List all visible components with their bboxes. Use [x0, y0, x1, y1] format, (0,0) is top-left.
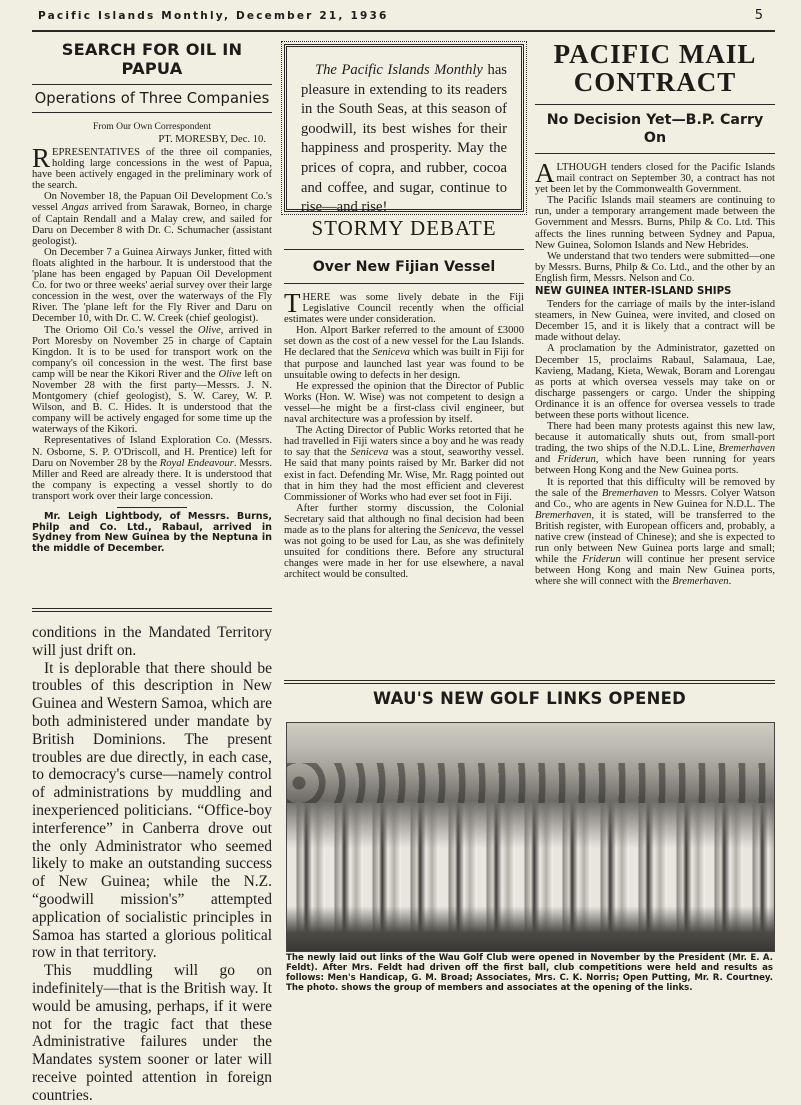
- vessel-name: Bremerhaven: [601, 487, 659, 499]
- rule: [535, 153, 775, 154]
- continued-editorial: [32, 624, 272, 1105]
- vessel-name: Friderun: [557, 454, 596, 466]
- vessel-name: Bremerhaven: [535, 509, 592, 521]
- paragraph: left on November 28 with the first party—Messrs. J. N. Montgomery (chief geologist), S. W. Carey, W. P. Wilson, and B. C. Hides. It is understood that the company will be actively engaged for some time up the waterways of the Kikori.: [32, 368, 272, 436]
- paragraph: conditions in the Mandated Territory will just drift on.: [32, 624, 272, 659]
- headline-line: PACIFIC MAIL: [553, 39, 757, 69]
- rule: [284, 283, 524, 284]
- section-rule: [32, 611, 272, 612]
- section-heading: NEW GUINEA INTER-ISLAND SHIPS: [535, 286, 732, 298]
- mail-body: [535, 158, 775, 588]
- paragraph: and: [535, 454, 558, 466]
- paragraph: , the vessel was not going to be used for Lau, as she was definitely unsuited for conditions there. Before any structural changes were made in her for use elsewhere, a naval architect would be consulted.: [284, 524, 524, 581]
- paragraph: , arrived in Port Moresby on November 25 in charge of Captain Kingdon. It is to be used for transport work on the company's oil concession in the west. The first base camp will be near the Kikori River and the: [32, 324, 272, 380]
- paragraph: . Messrs. Miller and Reed are already there. It is understood that the company is expecting a vessel shortly to do transport work over their large concession.: [32, 457, 272, 502]
- rule: [535, 104, 775, 105]
- section-rule: [284, 683, 775, 684]
- greeting-box: [284, 44, 524, 216]
- oil-headline: SEARCH FOR OIL IN PAPUA: [61, 40, 243, 78]
- vessel-name: Olive: [197, 324, 221, 336]
- headline-line: CONTRACT: [573, 67, 737, 97]
- paragraph: to Messrs. Colyer Watson and Co., who are agents in New Guinea for N.D.L. The: [535, 487, 775, 510]
- paragraph: On December 7 a Guinea Airways Junker, fitted with floats alighted in the harbour. It is understood that the 'plane has been engaged by Papuan Oil Development Co. for two or three weeks' aerial survey over their large concession in the west, over the waterways of the Fly River. The 'plane left for the Fly River and Daru on December 10, with Dr. C. W. Creek (chief geologist).: [32, 246, 272, 325]
- paragraph: This muddling will go on indefinitely—that is the British way. It would be amusing, perhaps, if it were not for the tragic fact that these Administrative failures under the Mandates system sooner or later will receive pointed attention in foreign countries.: [32, 962, 272, 1104]
- vessel-name: Friderun: [582, 554, 621, 566]
- paragraph: It is reported that this difficulty will be removed by the sale of the: [535, 476, 775, 499]
- page-number: 5: [754, 8, 763, 23]
- paragraph: .: [728, 576, 732, 588]
- mail-headline: [535, 40, 775, 96]
- paragraph: He expressed the opinion that the Director of Public Works (Hon. W. Wise) was not competent to design a vessel—he might be a first-class civil engineer, but naval architecture was a profession by itself.: [284, 380, 524, 426]
- rule: [32, 112, 272, 113]
- dropcap: T: [284, 288, 301, 318]
- paragraph: arrived from Sarawak, Borneo, in charge of Captain Rendall and a Malay crew, and sailed for Daru on December 8 with Dr. C. Schumacher (assistant geologist).: [32, 202, 272, 247]
- paragraph: EPRESENTATIVES of the three oil companies, holding large concessions in the west of Papua, have been actively engaged in the preliminary work of the search.: [32, 147, 272, 192]
- dropcap: A: [535, 158, 555, 188]
- photo-crowd: [287, 763, 774, 803]
- rule: [32, 84, 272, 85]
- paragraph: HERE was some lively debate in the Fiji Legislative Council recently when the official estimates were under consideration.: [284, 292, 524, 326]
- golf-headline: WAU'S NEW GOLF LINKS OPENED: [372, 689, 687, 708]
- vessel-name: Bremerhaven: [672, 576, 729, 588]
- oil-article: [32, 40, 272, 555]
- mail-article: [535, 40, 775, 587]
- paragraph: , which have been running for years between Hong Kong and the New Guinea ports.: [535, 454, 775, 477]
- paragraph: which was built in Fiji for that purpose and launched last year was found to be unsuitable owing to defects in her design.: [284, 347, 524, 381]
- greeting-message: has pleasure in extending to its readers in the South Seas, at this season of goodwill, its best wishes for their happiness and prosperity. May the prices of copra, and rubber, cocoa and coffee, and sugar, continue to rise—and rise!: [301, 62, 507, 216]
- paragraph: was a stout, seaworthy vessel. He said that many points raised by Mr. Barker did not exist in fact. Defending Mr. Wise, Mr. Ragg pointed out that in him they had the most efficient and cleverest Commissioner of Works who had ever set foot in Fiji.: [284, 447, 524, 503]
- paragraph: We understand that two tenders were submitted—one by Messrs. Burns, Philp & Co. Ltd., and the other by an English firm, Messrs. Nelson and Co.: [535, 250, 775, 284]
- paragraph: Hon. Alport Barker referred to the amount of £3000 set down as the cost of a new vessel for the Lau Islands. He declared that the: [284, 325, 524, 359]
- paragraph: The Acting Director of Public Works retorted that he had travelled in Fiji waters since a boy and he was ready to say that the: [284, 425, 524, 459]
- dateline: PT. MORESBY, Dec. 10.: [158, 134, 266, 145]
- oil-body: [32, 143, 272, 502]
- short-rule: [117, 507, 187, 508]
- paragraph: will continue her present service between Hong Kong and main New Guinea ports, where she will connect with the: [535, 554, 775, 588]
- byline: From Our Own Correspondent: [92, 121, 212, 132]
- running-header: Pacific Islands Monthly, December 21, 1936: [38, 10, 389, 22]
- vessel-name: Seniceva: [439, 524, 477, 536]
- paragraph: , it is stated, will be transferred to the British register, with European officers and, probably, a native crew (instead of Chinese); and she is expected to run only between New Guinea ports large and small; while the: [535, 509, 775, 566]
- dropcap: R: [32, 143, 51, 173]
- paragraph: The Oriomo Oil Co.'s vessel the: [44, 324, 198, 336]
- photo-ground: [287, 906, 774, 951]
- greeting-text: [301, 61, 507, 218]
- paragraph: It is deplorable that there should be troubles of this description in New Guinea and Western Samoa, which are both administered under mandate by British Dominions. The present troubles are due directly, in each case, to democracy's curse—namely control of administrations by muddling and inexperienced politicians. “Office-boy interference” in Canberra drove out the only Administrator who seemed likely to make an outstanding success of New Guinea; while the N.Z. “goodwill mission's” attempted application of socialistic principles in Samoa has started a glorious political row in that territory.: [32, 659, 272, 962]
- lightbody-note: [32, 512, 272, 555]
- mail-subhead: No Decision Yet—B.P. Carry On: [546, 112, 764, 146]
- fiji-body: [284, 288, 524, 581]
- vessel-name: Royal Endeavour: [159, 457, 234, 469]
- vessel-name: Angas: [61, 202, 89, 214]
- note-text: Mr. Leigh Lightbody, of Messrs. Burns, Philp and Co. Ltd., Rabaul, arrived in Sydney from New Guinea by the Neptuna in the middle of December.: [32, 511, 272, 555]
- oil-subhead: Operations of Three Companies: [34, 90, 270, 107]
- fiji-headline: STORMY DEBATE: [311, 216, 497, 240]
- golf-group-photo: [286, 722, 775, 952]
- fiji-article: [284, 216, 524, 580]
- section-rule: [284, 680, 775, 681]
- paragraph: There had been many protests against this new law, because it automatically shuts out, from small-port trading, the two ships of the N.D.L. Line,: [535, 421, 775, 455]
- vessel-name: Olive: [218, 368, 242, 380]
- publication-name: The Pacific Islands Monthly: [315, 62, 483, 78]
- paragraph: A proclamation by the Administrator, gazetted on December 15, proclaims Rabaul, Salamaua, Lae, Kavieng, Madang, Kieta, Wewak, Boram and Lorengau as ports at which oversea vessels may take on or discharge passengers or cargo. Under the shipping Ordinance it is an offence for oversea vessels to trade between these ports without licence.: [535, 343, 775, 421]
- fiji-subhead: Over New Fijian Vessel: [312, 259, 496, 275]
- paragraph: Tenders for the carriage of mails by the inter-island steamers, in New Guinea, were invited, and closed on December 15, and it is likely that a contract will be made without delay.: [535, 299, 775, 344]
- paragraph: The Pacific Islands mail steamers are continuing to run, under a temporary arrangement made between the Government and Messrs. Burns, Philp & Co. Ltd. This affects the lines running between Sydney and Papua, New Guinea, Solomon Islands and New Hebrides.: [535, 195, 775, 251]
- paragraph: LTHOUGH tenders closed for the Pacific Islands mail contract on September 30, a contract has not yet been let by the Commonwealth Government.: [535, 162, 775, 196]
- vessel-name: Seniceva: [372, 347, 410, 359]
- rule: [284, 249, 524, 250]
- section-rule: [32, 608, 272, 609]
- paragraph: After further stormy discussion, the Colonial Secretary said that although no final decision had been made as to the plans for altering the: [284, 502, 524, 536]
- vessel-name: Seniceva: [350, 447, 389, 459]
- golf-caption: The newly laid out links of the Wau Golf Club were opened in November by the President (Mr. E. A. Feldt). After Mrs. Feldt had driven off the first ball, club competitions were held and results as follows: Men's Handicap, G. M. Broad; Associates, Mrs. C. K. Norris; Open Putting, Mr. R. Courtney. The photo. shows the group of members and associates at the opening of the links.: [286, 953, 773, 993]
- vessel-name: Bremerhaven: [718, 443, 775, 455]
- paragraph: On November 18, the Papuan Oil Development Co.'s vessel: [32, 191, 272, 214]
- paragraph: Representatives of Island Exploration Co. (Messrs. N. Osborne, S. P. O'Driscoll, and H. Prentice) left for Daru on November 28 by the: [32, 435, 272, 469]
- header-rule: [32, 30, 775, 32]
